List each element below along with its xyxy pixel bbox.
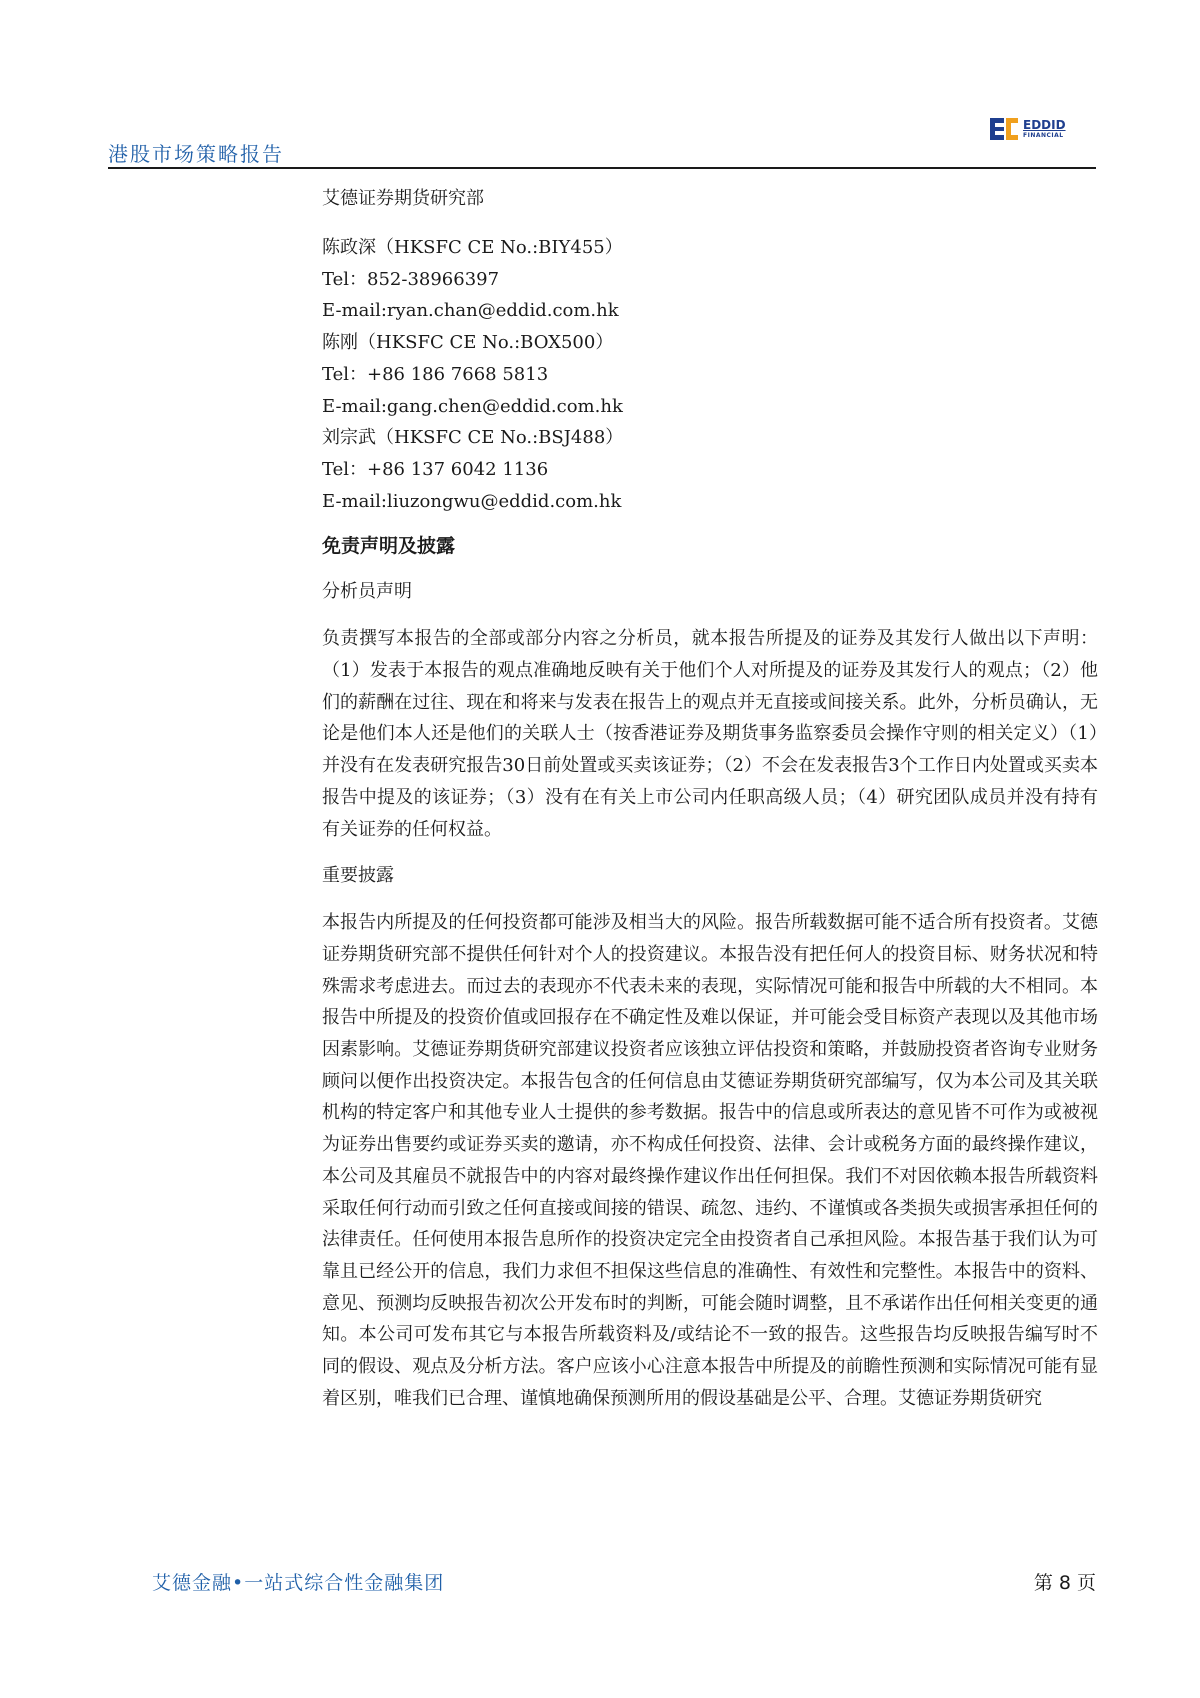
page-content xyxy=(322,184,1098,1431)
logo-line-2: FINANCIAL xyxy=(1023,132,1064,139)
important-disclosure-title: 重要披露 xyxy=(322,865,394,887)
page-number: 第 8 页 xyxy=(1033,1572,1096,1594)
contact-line: Tel：+86 137 6042 1136 xyxy=(322,458,549,480)
header-divider xyxy=(108,167,1096,169)
analyst-statement-title: 分析员声明 xyxy=(322,581,412,603)
report-title: 港股市场策略报告 xyxy=(108,142,284,166)
contact-line: E-mail:ryan.chan@eddid.com.hk xyxy=(322,300,619,322)
eddid-logo-icon xyxy=(990,118,1018,140)
eddid-logo xyxy=(990,118,1066,140)
eddid-logo-text xyxy=(1023,119,1066,139)
contact-line: Tel：852-38966397 xyxy=(322,268,500,290)
contact-line: E-mail:liuzongwu@eddid.com.hk xyxy=(322,490,622,512)
analyst-statement-text: 负责撰写本报告的全部或部分内容之分析员，就本报告所提及的证券及其发行人做出以下声明：（1）发表于本报告的观点准确地反映有关于他们个人对所提及的证券及其发行人的观点；（2）他们的薪酬在过往、现在和将来与发表在报告上的观点并无直接或间接关系。此外，分析员确认，无论是他们本人还是他们的关联人士（按香港证券及期货事务监察委员会操作守则的相关定义）（1）并没有在发表研究报告30日前处置或买卖该证券；（2）不会在发表报告3个工作日内处置或买卖本报告中提及的该证券；（3）没有在有关上市公司内任职高级人员；（4）研究团队成员并没有持有有关证券的任何权益。 xyxy=(322,628,1098,840)
contact-line: Tel：+86 186 7668 5813 xyxy=(322,363,549,385)
disclaimer-title: 免责声明及披露 xyxy=(322,535,456,558)
department-name: 艾德证券期货研究部 xyxy=(322,188,484,209)
important-disclosure-text: 本报告内所提及的任何投资都可能涉及相当大的风险。报告所载数据可能不适合所有投资者。艾德证券期货研究部不提供任何针对个人的投资建议。本报告没有把任何人的投资目标、财务状况和特殊需求考虑进去。而过去的表现亦不代表未来的表现，实际情况可能和报告中所载的大不相同。本报告中所提及的投资价值或回报存在不确定性及难以保证，并可能会受目标资产表现以及其他市场因素影响。艾德证券期货研究部建议投资者应该独立评估投资和策略，并鼓励投资者咨询专业财务顾问以便作出投资决定。本报告包含的任何信息由艾德证券期货研究部编写，仅为本公司及其关联机构的特定客户和其他专业人士提供的参考数据。报告中的信息或所表达的意见皆不可作为或被视为证券出售要约或证券买卖的邀请，亦不构成任何投资、法律、会计或税务方面的最终操作建议，本公司及其雇员不就报告中的内容对最终操作建议作出任何担保。我们不对因依赖本报告所载资料采取任何行动而引致之任何直接或间接的错误、疏忽、违约、不谨慎或各类损失或损害承担任何的法律责任。任何使用本报告息所作的投资决定完全由投资者自己承担风险。本报告基于我们认为可靠且已经公开的信息，我们力求但不担保这些信息的准确性、有效性和完整性。本报告中的资料、意见、预测均反映报告初次公开发布时的判断，可能会随时调整，且不承诺作出任何相关变更的通知。本公司可发布其它与本报告所载资料及/或结论不一致的报告。这些报告均反映报告编写时不同的假设、观点及分析方法。客户应该小心注意本报告中所提及的前瞻性预测和实际情况可能有显着区别，唯我们已合理、谨慎地确保预测所用的假设基础是公平、合理。艾德证券期货研究 xyxy=(322,912,1098,1409)
contact-line: 陈政深（HKSFC CE No.:BIY455） xyxy=(322,237,623,258)
contact-line: E-mail:gang.chen@eddid.com.hk xyxy=(322,395,623,417)
contact-line: 陈刚（HKSFC CE No.:BOX500） xyxy=(322,332,614,354)
contact-line: 刘宗武（HKSFC CE No.:BSJ488） xyxy=(322,427,624,449)
analyst-contacts xyxy=(322,232,1098,517)
logo-line-1: EDDID xyxy=(1023,118,1066,132)
footer-tagline: 艾德金融•一站式综合性金融集团 xyxy=(152,1572,445,1594)
